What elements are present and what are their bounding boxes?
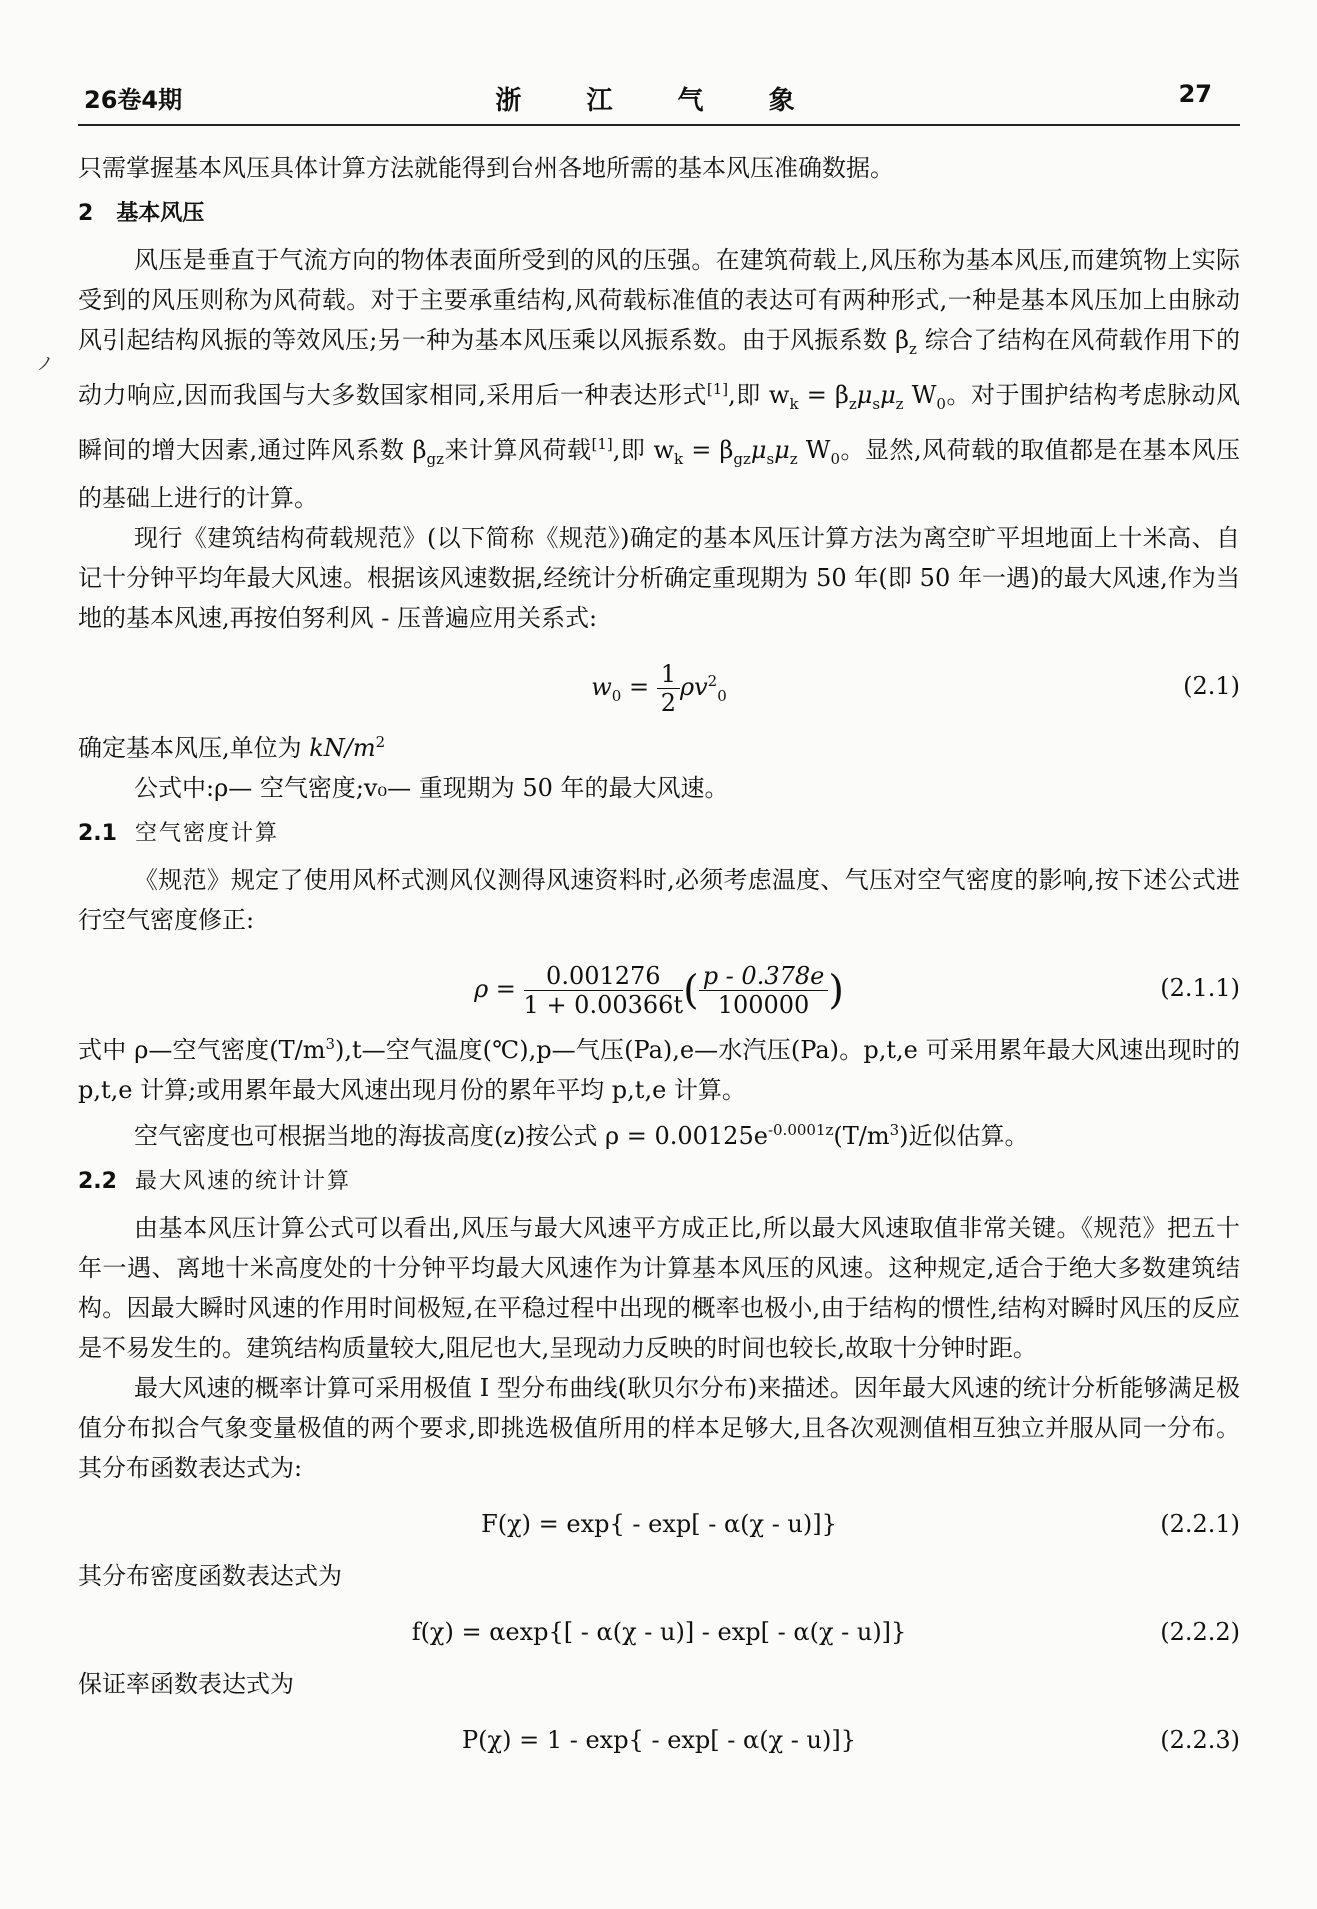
paragraph-intro: 只需掌握基本风压具体计算方法就能得到台州各地所需的基本风压准确数据。 [78,154,894,182]
text-run: W [903,380,937,409]
section-heading-2 [78,194,1240,234]
subscript: z [895,394,904,413]
text-run: 综合了结构在风荷载作用下的动力响应,因而我国与大多数国家相同,采用后一种表达形式 [78,326,1240,409]
section-number: 2.1 [78,821,117,847]
subscript: z [908,339,917,358]
section-heading-2-1 [78,814,1240,854]
equation-number: (2.2.2) [1160,1618,1240,1647]
subscript: z [848,394,857,413]
journal-title: 浙 江 气 象 [495,86,823,116]
text-run: 。显然,风荷载的取值都是在基本风压的基础上进行的计算。 [78,435,1241,513]
section-heading-2-2 [78,1162,1240,1202]
equation-number: (2.1.1) [1160,974,1240,1003]
text-run: W [797,435,831,464]
issue-label: 26卷4期 [84,86,183,114]
paragraph-guarantee-intro: 保证率函数表达式为 [78,1670,294,1699]
text-run: 式中 ρ—空气密度(T/m [78,1036,326,1065]
text-run: = β [798,380,849,409]
equation-2-1-1 [78,946,1240,1018]
eq-symbol: ρ = [474,975,524,1004]
numerator: 1 [657,660,680,689]
eq-equals: = [621,673,657,702]
citation-ref: [1] [591,434,613,453]
running-header [78,80,1240,126]
text-run: ,即 w [728,380,790,409]
eq-symbol: w [591,673,612,702]
text-run: ),t—空气温度(℃),p—气压(Pa),e—水汽压(Pa)。p,t,e 可采用累年最大风速出现时的 p,t,e 计算;或用累年最大风速出现月份的累年平均 p,t,e 计算。 [78,1036,1240,1105]
equation-2-2-1 [78,1494,1240,1550]
section-number: 2.2 [78,1169,117,1195]
paragraph-wind-pressure [78,240,1240,518]
equation-2-2-2 [78,1602,1240,1658]
equation-body: F(χ) = exp{ - exp[ - α(χ - u)]} [481,1510,837,1539]
unit: kN/m [309,734,376,763]
equation-body: P(χ) = 1 - exp{ - exp[ - α(χ - u)]} [462,1726,856,1755]
paren: ) [828,967,844,1014]
equation-number: (2.2.3) [1160,1726,1240,1755]
paragraph-max-wind: 由基本风压计算公式可以看出,风压与最大风速平方成正比,所以最大风速取值非常关键。《规范》把五十年一遇、离地十米高度处的十分钟平均最大风速作为计算基本风压的风速。这种规定,适合于绝大多数建筑结构。因最大瞬时风速的作用时间极短,在平稳过程中出现的概率也极小,由于结构的惯性,结构对瞬时风压的反应是不易发生的。建筑结构质量较大,阻尼也大,呈现动力反映的时间也较长,故取十分钟时距。 [78,1214,1240,1363]
subscript: 0 [830,449,841,468]
superscript: 2 [707,672,718,691]
text-run: (T/m [833,1122,890,1151]
section-title: 基本风压 [116,201,205,226]
page-number: 27 [1178,80,1212,108]
subscript: z [789,449,798,468]
section-title: 空气密度计算 [134,821,279,847]
text-run: 。对于围护结构考虑脉动风瞬间的增大因素,通过阵风系数 β [78,380,1241,464]
superscript: -0.0001z [767,1121,834,1140]
subscript: 0 [936,394,946,413]
article-body [78,148,1240,1772]
equation-number: (2.1) [1183,672,1240,701]
subscript: k [674,449,684,468]
denominator: 2 [660,689,676,718]
fraction [657,660,680,717]
section-title: 最大风速的统计计算 [134,1169,351,1195]
fraction [524,962,684,1019]
text-run: μ [750,435,767,464]
subscript: k [789,394,799,413]
text-run: )近似估算。 [899,1122,1029,1151]
equation-2-2-3 [78,1710,1240,1766]
numerator: 0.001276 [524,962,684,991]
paragraph-formula-legend: 公式中:ρ— 空气密度;v₀— 重现期为 50 年的最大风速。 [134,774,729,803]
subscript: gz [426,449,445,468]
subscript: s [766,449,775,468]
section-number: 2 [78,201,94,226]
text-run: 风压是垂直于气流方向的物体表面所受到的风的压强。在建筑荷载上,风压称为基本风压,而建筑物上实际受到的风压则称为风荷载。对于主要承重结构,风荷载标准值的表达可有两种形式,一种是基本风压加上由脉动风引起结构风振的等效风压;另一种为基本风压乘以风振系数。由于风振系数 β [78,246,1240,354]
text-run: μ [880,380,896,409]
denominator: 1 + 0.00366t [523,991,684,1020]
margin-mark: ノ [36,354,54,375]
subscript: s [872,394,881,413]
numerator: p - 0.378e [699,962,829,991]
paragraph-gumbel: 最大风速的概率计算可采用极值 I 型分布曲线(耿贝尔分布)来描述。因年最大风速的统计分析能够满足极值分布拟合气象变量极值的两个要求,即挑选极值所用的样本足够大,且各次观测值相互独立并服从同一分布。其分布函数表达式为: [78,1374,1240,1483]
paragraph-air-density: 《规范》规定了使用风杯式测风仪测得风速资料时,必须考虑温度、气压对空气密度的影响,按下述公式进行空气密度修正: [78,866,1240,935]
subscript: 0 [611,687,622,706]
text-run: μ [774,435,790,464]
text-run: 空气密度也可根据当地的海拔高度(z)按公式 ρ = 0.00125e [134,1122,768,1151]
denominator: 100000 [717,991,810,1020]
text-run: ,即 w [612,435,675,464]
equation-body: f(χ) = αexp{[ - α(χ - u)] - exp[ - α(χ - u)]} [411,1618,907,1647]
superscript: 3 [325,1035,336,1054]
fraction [699,962,829,1019]
superscript: 3 [889,1121,900,1140]
subscript: 0 [717,687,727,706]
equation-2-1 [78,644,1240,716]
paragraph-code-method: 现行《建筑结构荷载规范》(以下简称《规范》)确定的基本风压计算方法为离空旷平坦地面上十米高、自记十分钟平均年最大风速。根据该风速数据,经统计分析确定重现期为 50 年(即 50 年一遇)的最大风速,作为当地的基本风速,再按伯努利风 - 压普遍应用关系式: [78,524,1240,633]
paragraph-density-intro: 其分布密度函数表达式为 [78,1562,342,1591]
citation-ref: [1] [706,379,729,398]
equation-number: (2.2.1) [1160,1510,1240,1539]
text-run: 确定基本风压,单位为 [78,734,310,763]
superscript: 2 [375,733,386,752]
equation-body [78,962,1240,1019]
paragraph-unit [78,722,1240,768]
paragraph-variables [78,1024,1240,1110]
text-run: μ [856,380,873,409]
text-run: = β [683,435,734,464]
equation-body [78,660,1240,717]
text-run: 来计算风荷载 [444,435,592,464]
paragraph-altitude-estimate [78,1110,1240,1156]
paren: ( [683,967,699,1014]
eq-term: ρv [679,673,708,702]
subscript: gz [733,449,751,468]
